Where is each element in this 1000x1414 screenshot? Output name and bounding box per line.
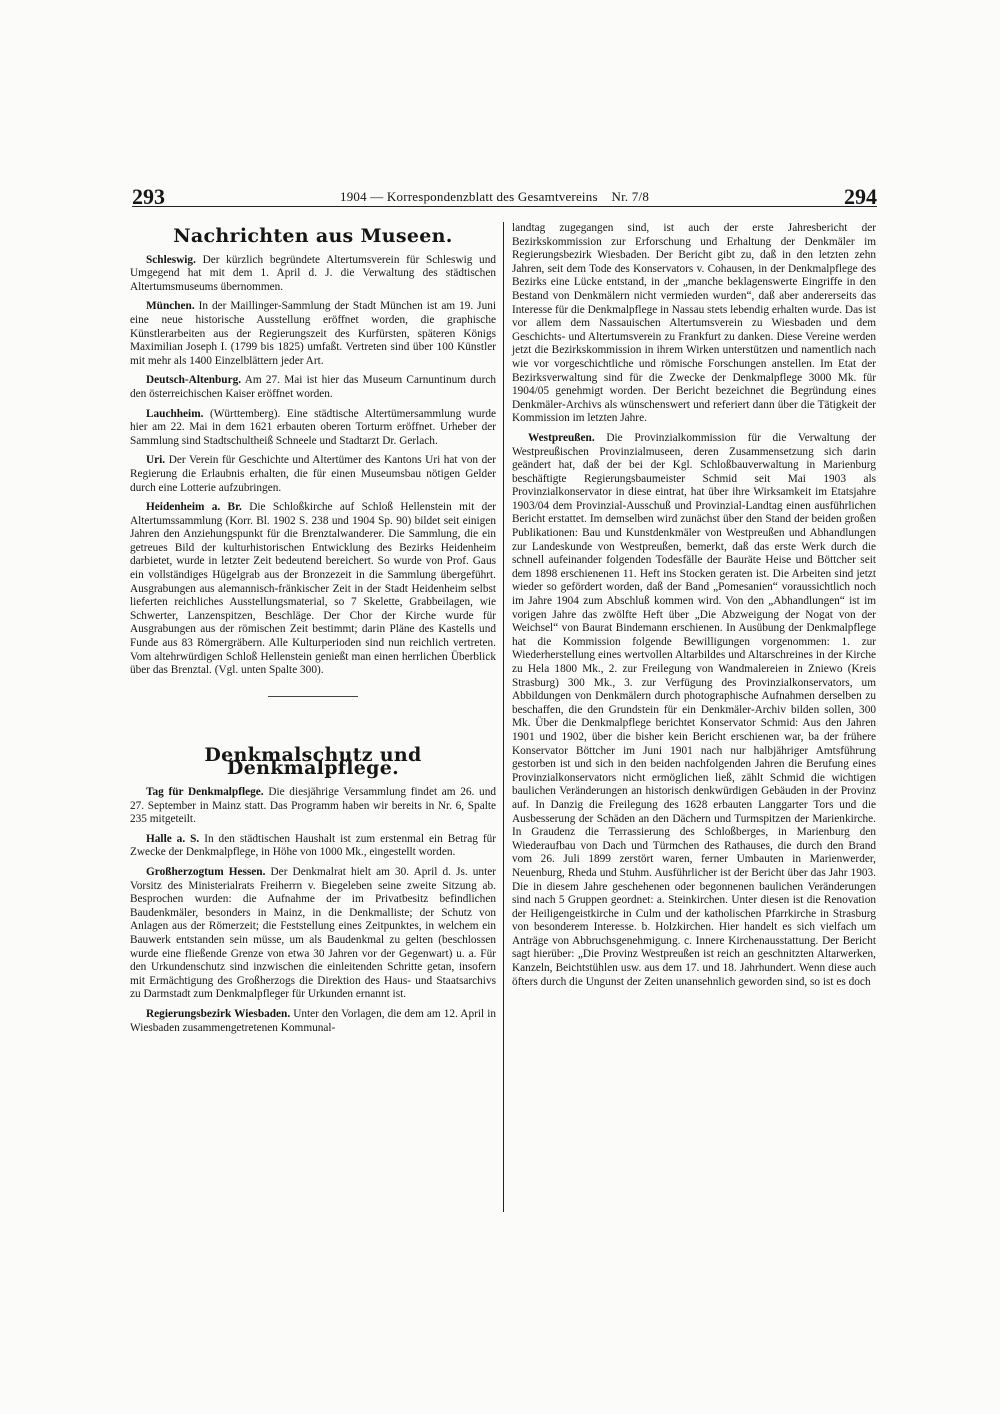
entry-keyword: Deutsch-Altenburg. <box>146 374 242 387</box>
entry-uri <box>130 454 496 495</box>
entry-muenchen <box>130 300 496 368</box>
entry-hessen <box>130 866 496 1002</box>
entry-keyword: Tag für Denkmalpflege. <box>146 786 264 798</box>
running-title: 1904 — Korrespondenzblatt des Gesamtvereins Nr. 7/8 <box>340 189 650 204</box>
right-column <box>512 222 876 995</box>
entry-tag <box>130 786 496 827</box>
section-title-denkmal: Denkmalschutz und Denkmalpflege. <box>204 743 422 780</box>
entry-keyword: Regierungsbezirk Wiesbaden. <box>146 1007 291 1020</box>
entry-keyword: Westpreußen. <box>528 431 595 444</box>
entry-text: Die diesjährige Versammlung findet am 26. und 27. September in Mainz statt. Das Programm haben wir bereits in Nr. 6, Spalte 235 mitgeteilt. <box>130 786 496 826</box>
page-number-right: 294 <box>844 184 877 209</box>
entry-wiesbaden-continued: landtag zugegangen sind, ist auch der erste Jahresbericht der Bezirkskommission zur Erforschung und Erhaltung der Denkmäler im Regierungsbezirk Wiesbaden. Der Bericht gibt zu, daß in den letzten zehn Jahren, seit dem Tode des Konservators v. Cohausen, in der Denkmalpflege des Bezirks eine Lücke entstand, in der „manche beklagenswerte Eingriffe in den Bestand von Denkmälern nicht vermieden wurden“, daß aber andererseits das Interesse für die Denkmalpflege in Nassau stets lebendig erhalten wurde. Das ist vor allem dem Nassauischen Altertumsverein zu Wiesbaden und dem Geschichts- und Altertumsverein zu Frankfurt zu danken. Diese Vereine werden jetzt die Bezirkskommission in ihrem Wirken unterstützen und namentlich nach wie vor vorgeschichtliche und römische Forschungen anstellen. Im Etat der Bezirksverwaltung sind für die Zwecke der Denkmalpflege 3000 Mk. für 1904/05 genehmigt worden. Der Bericht bezeichnet die Begründung eines Denkmäler-Archivs als wünschenswert und referiert dann über die Tätigkeit der Kommission im letzten Jahre. <box>512 222 876 425</box>
entry-schleswig <box>130 254 496 295</box>
entry-text: Der Denkmalrat hielt am 30. April d. Js. unter Vorsitz des Ministerialrats Freiherrn v. Biegeleben seine zweite Sitzung ab. Besprochen wurden: die Aufnahme der im Privatbesitz befindlichen Baudenkmäler, besonders in Mainz, in die Denkmalliste; der Schutz von Anlagen aus der Römerzeit; die Feststellung eines Zeitpunktes, in welchem ein Bauwerk entstanden sein müsse, um als Baudenkmal zu gelten (beschlossen wurde eine fließende Grenze von etwa 30 Jahren vor der Gegenwart) u. a. Für den Urkundenschutz sind inzwischen die einleitenden Schritte getan, insofern mit Ermächtigung des Großherzogs die Direktion des Haus- und Staatsarchivs zu Darmstadt zum Denkmalpfleger für Urkunden ernannt ist. <box>130 865 496 1001</box>
entry-text: (Württemberg). Eine städtische Altertümersammlung wurde hier am 22. Mai in dem 1621 erbauten oberen Torturm eröffnet. Urheber der Sammlung sind Stadtschultheiß Schneele und Stadtarzt Dr. Gerlach. <box>130 407 496 447</box>
entry-regbez <box>130 1008 496 1035</box>
entry-text: Die Schloßkirche auf Schloß Hellenstein mit der Altertumssammlung (Korr. Bl. 1902 S. 238 und 1904 Sp. 90) bildet seit einigen Jahren den Anziehungspunkt für die Brenztalwanderer. Die Sammlung, die ein getreues Bild der kulturhistorischen Entwicklung des Bezirks Heidenheim darbietet, wurde in letzter Zeit bedeutend bereichert. So wurde von Prof. Gaus ein vollständiges Hügelgrab aus der Bronzezeit in die Sammlung übergeführt. Ausgrabungen aus alemannisch-fränkischer Zeit in der Stadt Heidenheim selbst lieferten reichliches Ausstellungsmaterial, so 7 Skelette, Grabbeilagen, wie Schwerter, Lanzenspitzen, Beschläge. Der Chor der Kirche wurde für Ausgrabungen aus der römischen Zeit bestimmt; darin Pläne des Kastells und Funde aus 83 Römergräbern. Alle Kulturperioden sind nun reichlich vertreten. Vom altehrwürdigen Schloß Hellenstein genießt man einen herrlichen Überblick über das Brenztal. (Vgl. unten Spalte 300). <box>130 501 496 677</box>
entry-keyword: Halle a. S. <box>146 832 200 845</box>
column-divider <box>503 222 504 1212</box>
entry-text: Unter den Vorlagen, die dem am 12. April in Wiesbaden zusammengetretenen Kommunal- <box>130 1007 496 1034</box>
entry-altenburg <box>130 374 496 401</box>
entry-text: In den städtischen Haushalt ist zum erstenmal ein Betrag für Zwecke der Denkmalpflege, in Höhe von 1000 Mk., eingestellt worden. <box>130 832 496 859</box>
entry-text: Der kürzlich begründete Altertumsverein für Schleswig und Umgegend hat mit dem 1. April d. J. die Verwaltung des städtischen Altertumsmuseums übernommen. <box>130 253 497 293</box>
entry-text: Der Verein für Geschichte und Altertümer des Kantons Uri hat von der Regierung die Erlaubnis erhalten, die für einen Museumsbau nötigen Gelder durch eine Lotterie aufzubringen. <box>130 454 496 494</box>
left-column <box>130 222 496 1041</box>
entry-lauchheim <box>130 408 496 449</box>
entry-text: Die Provinzialkommission für die Verwaltung der Westpreußischen Provinzialmuseen, deren Zusammensetzung sich darin geändert hat, daß der bei der Kgl. Schloßbauverwaltung in Marienburg beschäftigte Regierungsbaumeister Schmid seit Mai 1903 als Provinzialkonservator in diese eintrat, hat über ihre Wirksamkeit im Etatsjahre 1903/04 dem Provinzial-Ausschuß und Provinzial-Landtag einen ausführlichen Bericht erstattet. Im demselben wird zunächst über den Stand der beiden großen Publikationen: Bau und Kunstdenkmäler von Westpreußen und Abhandlungen zur Landeskunde von Westpreußen, bemerkt, daß das erste Werk durch die schnell aufeinander folgenden Todesfälle der Bauräte Heise und Böttcher seit dem 1898 erschienenen 11. Heft ins Stocken geraten ist. Die Arbeiten sind jetzt wieder so gefördert worden, daß der Band „Pomesanien“ voraussichtlich noch im Jahre 1904 zum Abschluß kommen wird. Von den „Abhandlungen“ ist im vorigen Jahre das zwölfte Heft über „Die Abzweigung der Nogat von der Weichsel“ von Baurat Bindemann erschienen. In Ausübung der Denkmalpflege hat die Kommission folgende Bewilligungen vorgenommen: 1. zur Wiederherstellung eines wertvollen Altarbildes und Altarschreines in der Kirche zu Hela 1800 Mk., 2. zur Freilegung von Wandmalereien in Zniewo (Kreis Strasburg) 300 Mk., 3. zur Verfügung des Provinzialkonservators, um Abbildungen von Denkmälern durch photographische Aufnahmen derselben zu beschaffen, die den Grundstein für ein Denkmäler-Archiv bilden sollen, 300 Mk. Über die Denkmalpflege berichtet Konservator Schmid: Aus den Jahren 1901 und 1902, über die bisher kein Bericht erschienen war, ba der frühere Konservator Böttcher im Juni 1901 nach nur halbjähriger Amtsführung gestorben ist und sich in den beiden nachfolgenden Jahren die Berufung eines Provinzialkonservators nicht ermöglichen ließ, zählt Schmid die wichtigen baulichen Veränderungen an historisch denkwürdigen Gebäuden in der Provinz auf. In Danzig die Freilegung des 1628 erbauten Langgarter Tors und die Ausbesserung der Schäden an den Dächern und Turmspitzen der Marienkirche. In Graudenz die Terrassierung des Schloßberges, in Marienburg den Wiederaufbau von Dach und Türmchen des Rathauses, die durch den Brand vom 26. Juli 1899 zerstört waren, ferner Umbauten in Marienwerder, Neuenburg, Rheda und Stuhm. Ausführlicher ist der Bericht über das Jahr 1903. Die in diesem Jahre geschehenen oder begonnenen baulichen Veränderungen sind nach 5 Gruppen geordnet: a. Steinkirchen. Unter diesen ist die Renovation der Heiligengeistkirche in Culm und der katholischen Pfarrkirche in Strasburg von besonderem Interesse. b. Holzkirchen. Hier handelt es sich vielfach um Anträge von Abbruchsgenehmigung. c. Innere Kirchenausstattung. Der Bericht sagt hierüber: „Die Provinz Westpreußen ist reich an geschnitzten Altarwerken, Kanzeln, Beichtstühlen usw. aus dem 17. und 18. Jahrhundert. Wenn diese auch öfters durch die Ungunst der Zeiten unansehnlich geworden sind, so ist es doch <box>512 431 876 988</box>
entry-keyword: Großherzogtum Hessen. <box>146 865 266 878</box>
entry-keyword: Schleswig. <box>146 253 196 266</box>
entry-keyword: Heidenheim a. Br. <box>146 501 242 514</box>
section-separator <box>268 696 358 697</box>
entry-halle <box>130 833 496 860</box>
header-rule <box>132 206 877 207</box>
entry-westpreussen <box>512 432 876 989</box>
entry-keyword: München. <box>146 300 195 313</box>
page-number-left: 293 <box>132 184 165 209</box>
entry-text: Am 27. Mai ist hier das Museum Carnuntinum durch den österreichischen Kaiser eröffnet worden. <box>130 374 496 400</box>
page-header <box>132 184 877 217</box>
section-title-museen: Nachrichten aus Museen. <box>173 225 453 247</box>
entry-keyword: Lauchheim. <box>146 407 204 420</box>
entry-keyword: Uri. <box>146 454 166 467</box>
entry-heidenheim <box>130 501 496 678</box>
entry-text: In der Maillinger-Sammlung der Stadt München ist am 19. Juni eine neue historische Ausstellung eröffnet worden, die graphische Künstlerarbeiten aus der Regierungszeit des Kurfürsten, späteren Königs Maximilian Joseph I. (1799 bis 1825) umfaßt. Vertreten sind über 100 Künstler mit mehr als 1400 Einzelblättern jeder Art. <box>130 300 497 367</box>
